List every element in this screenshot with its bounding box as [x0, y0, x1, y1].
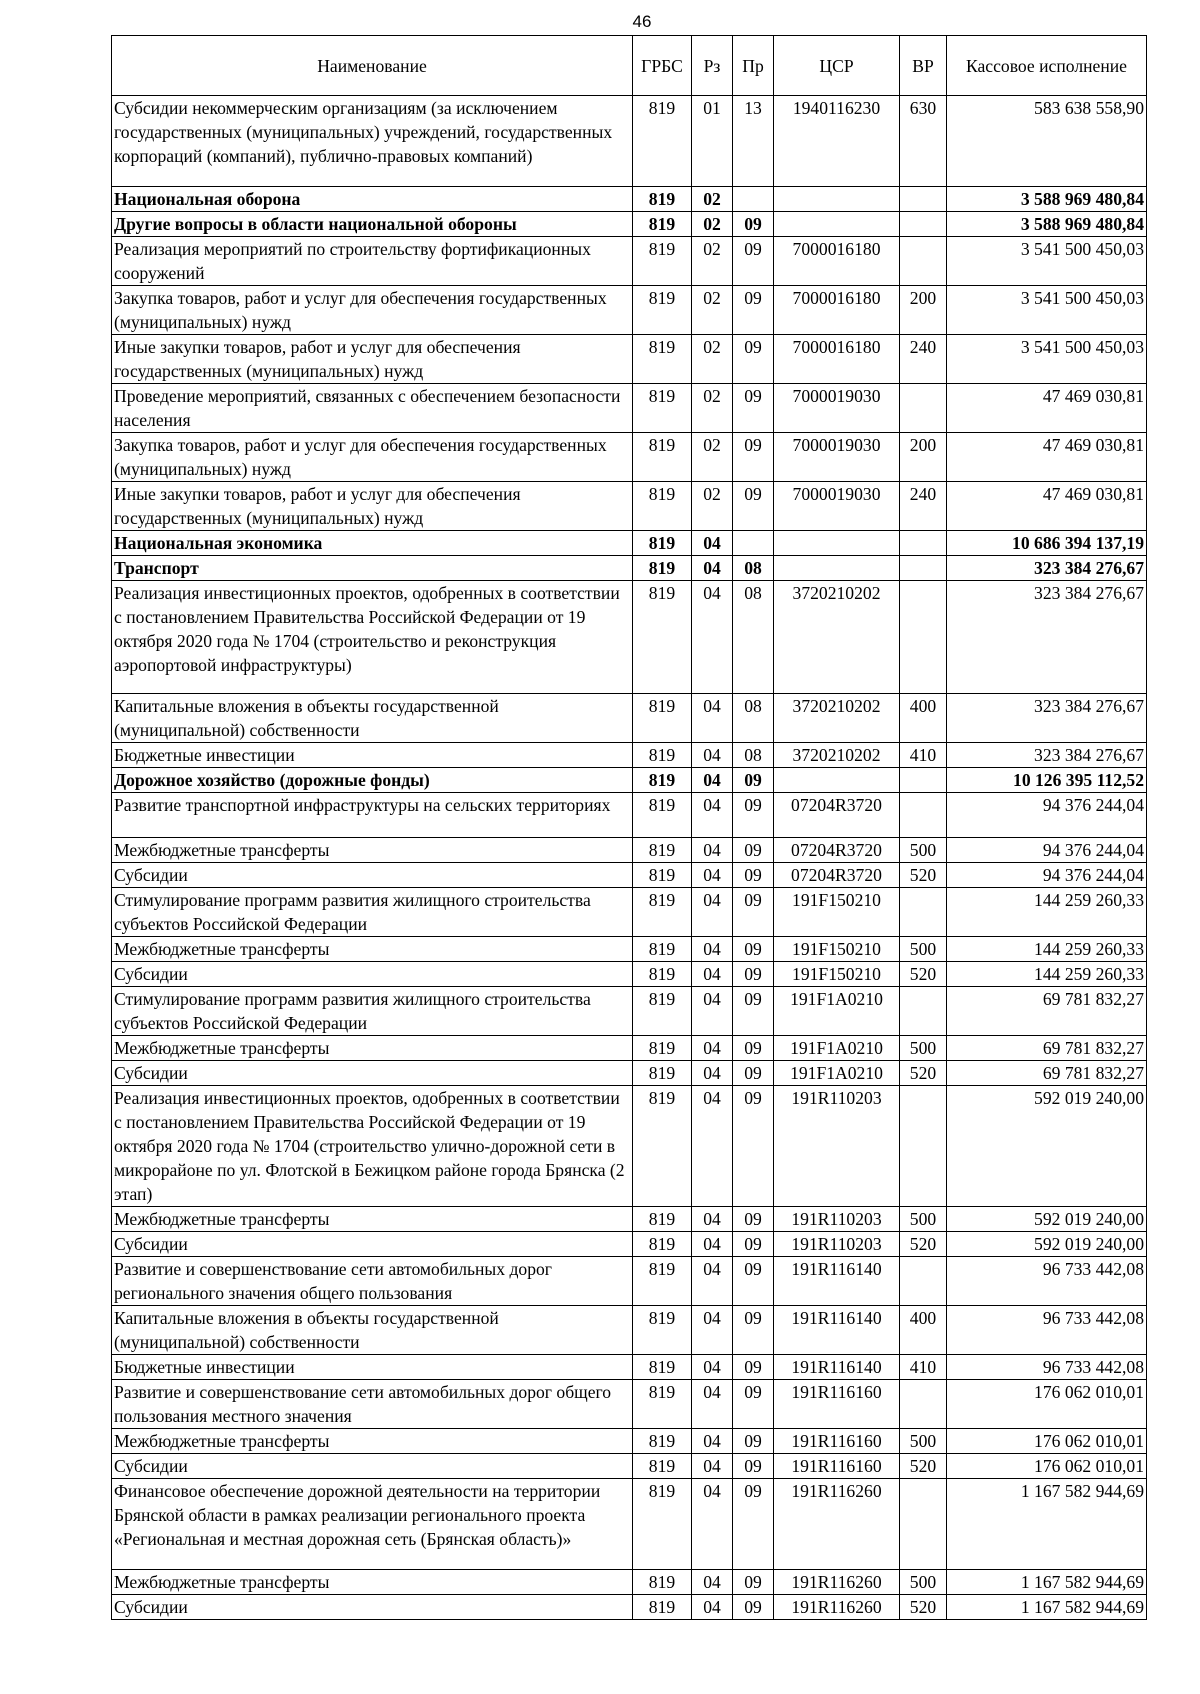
cell-csr: 191R116140	[774, 1306, 900, 1355]
cell-amount: 323 384 276,67	[947, 693, 1147, 742]
cell-csr: 191R116140	[774, 1355, 900, 1380]
cell-pr: 09	[733, 1569, 774, 1594]
cell-amount: 69 781 832,27	[947, 1061, 1147, 1086]
cell-amount: 3 541 500 450,03	[947, 334, 1147, 383]
cell-csr: 7000016180	[774, 334, 900, 383]
cell-name: Иные закупки товаров, работ и услуг для обеспечения государственных (муниципальных) нужд	[112, 481, 633, 530]
cell-rz: 04	[692, 1306, 733, 1355]
table-row	[112, 962, 1147, 987]
cell-vr	[900, 1479, 947, 1570]
table-row	[112, 285, 1147, 334]
cell-rz: 04	[692, 1454, 733, 1479]
cell-pr: 09	[733, 1306, 774, 1355]
cell-csr: 191F150210	[774, 962, 900, 987]
cell-amount: 3 588 969 480,84	[947, 186, 1147, 211]
table-row	[112, 186, 1147, 211]
cell-rz: 04	[692, 987, 733, 1036]
cell-amount: 3 541 500 450,03	[947, 236, 1147, 285]
cell-name: Субсидии	[112, 863, 633, 888]
cell-csr: 191R116160	[774, 1429, 900, 1454]
cell-amount: 96 733 442,08	[947, 1355, 1147, 1380]
cell-csr: 191R116260	[774, 1479, 900, 1570]
cell-csr	[774, 767, 900, 792]
cell-csr	[774, 186, 900, 211]
cell-csr: 7000019030	[774, 481, 900, 530]
cell-grbs: 819	[633, 888, 692, 937]
table-body	[112, 96, 1147, 1620]
cell-pr: 13	[733, 96, 774, 187]
cell-amount: 176 062 010,01	[947, 1380, 1147, 1429]
table-row	[112, 211, 1147, 236]
cell-amount: 323 384 276,67	[947, 580, 1147, 693]
cell-name: Межбюджетные трансферты	[112, 937, 633, 962]
cell-pr: 09	[733, 211, 774, 236]
table-row	[112, 432, 1147, 481]
cell-name: Реализация инвестиционных проектов, одобренных в соответствии с постановлением Правительства Российской Федерации от 19 октября 2020 года № 1704 (строительство улично-дорожной сети в микрорайоне по ул. Флотской в Бежицком районе города Брянска (2 этап)	[112, 1086, 633, 1207]
cell-vr	[900, 555, 947, 580]
table-row	[112, 742, 1147, 767]
cell-grbs: 819	[633, 1380, 692, 1429]
cell-pr: 09	[733, 767, 774, 792]
cell-vr	[900, 888, 947, 937]
cell-name: Бюджетные инвестиции	[112, 1355, 633, 1380]
cell-amount: 96 733 442,08	[947, 1306, 1147, 1355]
cell-rz: 04	[692, 555, 733, 580]
cell-name: Стимулирование программ развития жилищного строительства субъектов Российской Федерации	[112, 888, 633, 937]
table-row	[112, 96, 1147, 187]
table-row	[112, 1036, 1147, 1061]
table-row	[112, 1355, 1147, 1380]
header-name: Наименование	[112, 36, 633, 96]
cell-name: Межбюджетные трансферты	[112, 1429, 633, 1454]
cell-pr: 09	[733, 481, 774, 530]
cell-vr: 240	[900, 334, 947, 383]
cell-csr: 191R110203	[774, 1086, 900, 1207]
cell-rz: 02	[692, 481, 733, 530]
cell-name: Межбюджетные трансферты	[112, 1207, 633, 1232]
cell-pr	[733, 186, 774, 211]
cell-amount: 3 541 500 450,03	[947, 285, 1147, 334]
cell-rz: 04	[692, 1594, 733, 1619]
cell-vr	[900, 236, 947, 285]
cell-pr: 09	[733, 1036, 774, 1061]
cell-rz: 04	[692, 1232, 733, 1257]
cell-rz: 02	[692, 334, 733, 383]
cell-rz: 04	[692, 1036, 733, 1061]
cell-pr: 09	[733, 1380, 774, 1429]
cell-rz: 02	[692, 236, 733, 285]
cell-grbs: 819	[633, 792, 692, 838]
cell-name: Развитие и совершенствование сети автомобильных дорог общего пользования местного значения	[112, 1380, 633, 1429]
cell-name: Бюджетные инвестиции	[112, 742, 633, 767]
cell-csr: 3720210202	[774, 742, 900, 767]
cell-vr: 520	[900, 1232, 947, 1257]
cell-name: Иные закупки товаров, работ и услуг для обеспечения государственных (муниципальных) нужд	[112, 334, 633, 383]
table-row	[112, 530, 1147, 555]
header-pr: Пр	[733, 36, 774, 96]
cell-vr	[900, 1380, 947, 1429]
cell-vr: 410	[900, 742, 947, 767]
table-row	[112, 767, 1147, 792]
cell-name: Развитие и совершенствование сети автомобильных дорог регионального значения общего пользования	[112, 1257, 633, 1306]
cell-name: Стимулирование программ развития жилищного строительства субъектов Российской Федерации	[112, 987, 633, 1036]
cell-pr: 09	[733, 1061, 774, 1086]
table-row	[112, 792, 1147, 838]
cell-amount: 323 384 276,67	[947, 742, 1147, 767]
cell-vr: 500	[900, 1207, 947, 1232]
cell-vr: 240	[900, 481, 947, 530]
cell-amount: 592 019 240,00	[947, 1207, 1147, 1232]
cell-rz: 04	[692, 1569, 733, 1594]
table-row	[112, 236, 1147, 285]
cell-grbs: 819	[633, 987, 692, 1036]
cell-pr: 09	[733, 1479, 774, 1570]
table-row	[112, 1257, 1147, 1306]
cell-vr: 520	[900, 1454, 947, 1479]
cell-grbs: 819	[633, 334, 692, 383]
table-row	[112, 334, 1147, 383]
cell-pr: 08	[733, 693, 774, 742]
cell-amount: 1 167 582 944,69	[947, 1479, 1147, 1570]
cell-pr: 08	[733, 742, 774, 767]
cell-amount: 583 638 558,90	[947, 96, 1147, 187]
cell-rz: 02	[692, 383, 733, 432]
cell-pr: 09	[733, 1594, 774, 1619]
cell-rz: 04	[692, 1429, 733, 1454]
cell-rz: 04	[692, 1479, 733, 1570]
cell-csr: 07204R3720	[774, 792, 900, 838]
cell-name: Межбюджетные трансферты	[112, 838, 633, 863]
cell-vr: 500	[900, 1569, 947, 1594]
header-rz: Рз	[692, 36, 733, 96]
cell-amount: 96 733 442,08	[947, 1257, 1147, 1306]
cell-csr: 191R110203	[774, 1232, 900, 1257]
cell-csr: 191F1A0210	[774, 987, 900, 1036]
cell-name: Реализация инвестиционных проектов, одобренных в соответствии с постановлением Правительства Российской Федерации от 19 октября 2020 года № 1704 (строительство и реконструкция аэропортовой инфраструктуры)	[112, 580, 633, 693]
table-row	[112, 937, 1147, 962]
table-row	[112, 863, 1147, 888]
table-row	[112, 555, 1147, 580]
cell-amount: 69 781 832,27	[947, 1036, 1147, 1061]
cell-vr: 400	[900, 1306, 947, 1355]
cell-grbs: 819	[633, 211, 692, 236]
cell-grbs: 819	[633, 580, 692, 693]
cell-name: Дорожное хозяйство (дорожные фонды)	[112, 767, 633, 792]
cell-csr	[774, 211, 900, 236]
cell-pr: 09	[733, 962, 774, 987]
cell-name: Субсидии некоммерческим организациям (за исключением государственных (муниципальных) учреждений, государственных корпораций (компаний), публично-правовых компаний)	[112, 96, 633, 187]
header-amount: Кассовое исполнение	[947, 36, 1147, 96]
cell-amount: 94 376 244,04	[947, 838, 1147, 863]
cell-csr: 7000019030	[774, 432, 900, 481]
cell-csr: 191R116160	[774, 1380, 900, 1429]
cell-rz: 04	[692, 767, 733, 792]
cell-csr	[774, 530, 900, 555]
cell-rz: 04	[692, 742, 733, 767]
cell-name: Субсидии	[112, 962, 633, 987]
cell-csr: 07204R3720	[774, 838, 900, 863]
cell-vr: 520	[900, 962, 947, 987]
cell-pr: 09	[733, 1232, 774, 1257]
cell-vr: 200	[900, 432, 947, 481]
cell-vr: 500	[900, 838, 947, 863]
cell-amount: 47 469 030,81	[947, 432, 1147, 481]
table-row	[112, 987, 1147, 1036]
cell-amount: 1 167 582 944,69	[947, 1569, 1147, 1594]
cell-name: Финансовое обеспечение дорожной деятельности на территории Брянской области в рамках реализации регионального проекта «Региональная и местная дорожная сеть (Брянская область)»	[112, 1479, 633, 1570]
cell-grbs: 819	[633, 383, 692, 432]
cell-amount: 10 126 395 112,52	[947, 767, 1147, 792]
cell-amount: 176 062 010,01	[947, 1429, 1147, 1454]
cell-rz: 04	[692, 693, 733, 742]
budget-execution-table	[111, 35, 1147, 1620]
cell-pr: 09	[733, 863, 774, 888]
cell-vr: 500	[900, 937, 947, 962]
cell-csr: 07204R3720	[774, 863, 900, 888]
cell-name: Капитальные вложения в объекты государственной (муниципальной) собственности	[112, 693, 633, 742]
cell-rz: 04	[692, 580, 733, 693]
cell-pr: 09	[733, 1086, 774, 1207]
cell-vr: 200	[900, 285, 947, 334]
cell-pr: 08	[733, 580, 774, 693]
cell-grbs: 819	[633, 962, 692, 987]
cell-grbs: 819	[633, 1061, 692, 1086]
cell-grbs: 819	[633, 767, 692, 792]
cell-name: Межбюджетные трансферты	[112, 1569, 633, 1594]
cell-rz: 04	[692, 962, 733, 987]
table-row	[112, 1061, 1147, 1086]
cell-amount: 1 167 582 944,69	[947, 1594, 1147, 1619]
cell-name: Субсидии	[112, 1594, 633, 1619]
cell-csr: 191R116160	[774, 1454, 900, 1479]
cell-pr: 09	[733, 888, 774, 937]
cell-name: Субсидии	[112, 1232, 633, 1257]
cell-pr: 09	[733, 1429, 774, 1454]
cell-vr: 520	[900, 1594, 947, 1619]
cell-rz: 04	[692, 888, 733, 937]
cell-grbs: 819	[633, 1429, 692, 1454]
cell-rz: 02	[692, 186, 733, 211]
cell-csr: 191F1A0210	[774, 1061, 900, 1086]
cell-grbs: 819	[633, 555, 692, 580]
table-row	[112, 1479, 1147, 1570]
cell-name: Другие вопросы в области национальной обороны	[112, 211, 633, 236]
cell-name: Национальная экономика	[112, 530, 633, 555]
table-row	[112, 1380, 1147, 1429]
cell-pr: 09	[733, 1355, 774, 1380]
cell-pr: 09	[733, 1207, 774, 1232]
cell-rz: 04	[692, 1380, 733, 1429]
cell-pr: 09	[733, 792, 774, 838]
table-row	[112, 1086, 1147, 1207]
cell-pr: 08	[733, 555, 774, 580]
cell-amount: 144 259 260,33	[947, 888, 1147, 937]
cell-rz: 04	[692, 792, 733, 838]
cell-vr	[900, 1086, 947, 1207]
cell-csr: 191F150210	[774, 937, 900, 962]
cell-pr: 09	[733, 432, 774, 481]
cell-csr: 3720210202	[774, 693, 900, 742]
cell-grbs: 819	[633, 1454, 692, 1479]
cell-vr	[900, 186, 947, 211]
cell-amount: 94 376 244,04	[947, 863, 1147, 888]
cell-vr: 630	[900, 96, 947, 187]
cell-amount: 47 469 030,81	[947, 383, 1147, 432]
cell-grbs: 819	[633, 838, 692, 863]
cell-vr	[900, 792, 947, 838]
cell-amount: 69 781 832,27	[947, 987, 1147, 1036]
cell-grbs: 819	[633, 1569, 692, 1594]
cell-grbs: 819	[633, 96, 692, 187]
cell-grbs: 819	[633, 1306, 692, 1355]
table-header-row	[112, 36, 1147, 96]
cell-rz: 02	[692, 432, 733, 481]
cell-name: Проведение мероприятий, связанных с обеспечением безопасности населения	[112, 383, 633, 432]
cell-rz: 04	[692, 838, 733, 863]
cell-pr	[733, 530, 774, 555]
cell-grbs: 819	[633, 285, 692, 334]
table-row	[112, 838, 1147, 863]
cell-vr: 400	[900, 693, 947, 742]
table-row	[112, 580, 1147, 693]
cell-vr: 520	[900, 863, 947, 888]
cell-name: Транспорт	[112, 555, 633, 580]
cell-grbs: 819	[633, 530, 692, 555]
header-csr: ЦСР	[774, 36, 900, 96]
cell-grbs: 819	[633, 742, 692, 767]
cell-rz: 02	[692, 211, 733, 236]
cell-rz: 02	[692, 285, 733, 334]
cell-vr	[900, 1257, 947, 1306]
cell-vr	[900, 383, 947, 432]
cell-rz: 04	[692, 863, 733, 888]
cell-grbs: 819	[633, 1594, 692, 1619]
cell-vr	[900, 580, 947, 693]
cell-name: Национальная оборона	[112, 186, 633, 211]
cell-name: Субсидии	[112, 1454, 633, 1479]
cell-csr: 7000019030	[774, 383, 900, 432]
table-row	[112, 1207, 1147, 1232]
table-row	[112, 1594, 1147, 1619]
cell-name: Реализация мероприятий по строительству фортификационных сооружений	[112, 236, 633, 285]
cell-name: Закупка товаров, работ и услуг для обеспечения государственных (муниципальных) нужд	[112, 432, 633, 481]
cell-grbs: 819	[633, 693, 692, 742]
cell-rz: 04	[692, 937, 733, 962]
cell-csr: 191R116140	[774, 1257, 900, 1306]
cell-vr	[900, 530, 947, 555]
cell-pr: 09	[733, 334, 774, 383]
cell-vr	[900, 211, 947, 236]
cell-amount: 176 062 010,01	[947, 1454, 1147, 1479]
table-row	[112, 1454, 1147, 1479]
cell-pr: 09	[733, 937, 774, 962]
table-row	[112, 1429, 1147, 1454]
cell-grbs: 819	[633, 1257, 692, 1306]
cell-rz: 04	[692, 1086, 733, 1207]
cell-rz: 04	[692, 1257, 733, 1306]
cell-pr: 09	[733, 383, 774, 432]
cell-rz: 04	[692, 1355, 733, 1380]
cell-amount: 10 686 394 137,19	[947, 530, 1147, 555]
cell-amount: 94 376 244,04	[947, 792, 1147, 838]
cell-grbs: 819	[633, 863, 692, 888]
table-row	[112, 888, 1147, 937]
cell-amount: 592 019 240,00	[947, 1232, 1147, 1257]
table-row	[112, 1569, 1147, 1594]
cell-csr: 191R110203	[774, 1207, 900, 1232]
cell-amount: 3 588 969 480,84	[947, 211, 1147, 236]
cell-grbs: 819	[633, 1355, 692, 1380]
cell-csr: 1940116230	[774, 96, 900, 187]
cell-pr: 09	[733, 1257, 774, 1306]
cell-name: Межбюджетные трансферты	[112, 1036, 633, 1061]
cell-csr: 7000016180	[774, 285, 900, 334]
cell-csr: 191R116260	[774, 1594, 900, 1619]
cell-csr: 191F150210	[774, 888, 900, 937]
cell-pr: 09	[733, 838, 774, 863]
cell-rz: 04	[692, 1061, 733, 1086]
cell-csr: 191F1A0210	[774, 1036, 900, 1061]
cell-rz: 01	[692, 96, 733, 187]
cell-vr: 410	[900, 1355, 947, 1380]
table-row	[112, 1306, 1147, 1355]
cell-pr: 09	[733, 1454, 774, 1479]
cell-amount: 144 259 260,33	[947, 937, 1147, 962]
cell-csr: 191R116260	[774, 1569, 900, 1594]
cell-grbs: 819	[633, 1086, 692, 1207]
cell-pr: 09	[733, 987, 774, 1036]
cell-name: Капитальные вложения в объекты государственной (муниципальной) собственности	[112, 1306, 633, 1355]
cell-amount: 323 384 276,67	[947, 555, 1147, 580]
cell-vr: 500	[900, 1036, 947, 1061]
cell-grbs: 819	[633, 937, 692, 962]
cell-grbs: 819	[633, 1479, 692, 1570]
cell-grbs: 819	[633, 1036, 692, 1061]
header-vr: ВР	[900, 36, 947, 96]
cell-pr: 09	[733, 236, 774, 285]
table-row	[112, 481, 1147, 530]
cell-name: Развитие транспортной инфраструктуры на сельских территориях	[112, 792, 633, 838]
cell-grbs: 819	[633, 481, 692, 530]
cell-pr: 09	[733, 285, 774, 334]
cell-grbs: 819	[633, 432, 692, 481]
table-row	[112, 383, 1147, 432]
cell-grbs: 819	[633, 1207, 692, 1232]
cell-amount: 47 469 030,81	[947, 481, 1147, 530]
cell-name: Субсидии	[112, 1061, 633, 1086]
cell-grbs: 819	[633, 186, 692, 211]
cell-vr: 500	[900, 1429, 947, 1454]
cell-vr	[900, 767, 947, 792]
cell-vr: 520	[900, 1061, 947, 1086]
table-row	[112, 1232, 1147, 1257]
cell-grbs: 819	[633, 1232, 692, 1257]
cell-grbs: 819	[633, 236, 692, 285]
cell-amount: 144 259 260,33	[947, 962, 1147, 987]
cell-csr: 7000016180	[774, 236, 900, 285]
cell-name: Закупка товаров, работ и услуг для обеспечения государственных (муниципальных) нужд	[112, 285, 633, 334]
table-row	[112, 693, 1147, 742]
page-number: 46	[632, 12, 652, 31]
cell-amount: 592 019 240,00	[947, 1086, 1147, 1207]
cell-rz: 04	[692, 530, 733, 555]
cell-csr	[774, 555, 900, 580]
cell-csr: 3720210202	[774, 580, 900, 693]
header-grbs: ГРБС	[633, 36, 692, 96]
cell-vr	[900, 987, 947, 1036]
cell-rz: 04	[692, 1207, 733, 1232]
